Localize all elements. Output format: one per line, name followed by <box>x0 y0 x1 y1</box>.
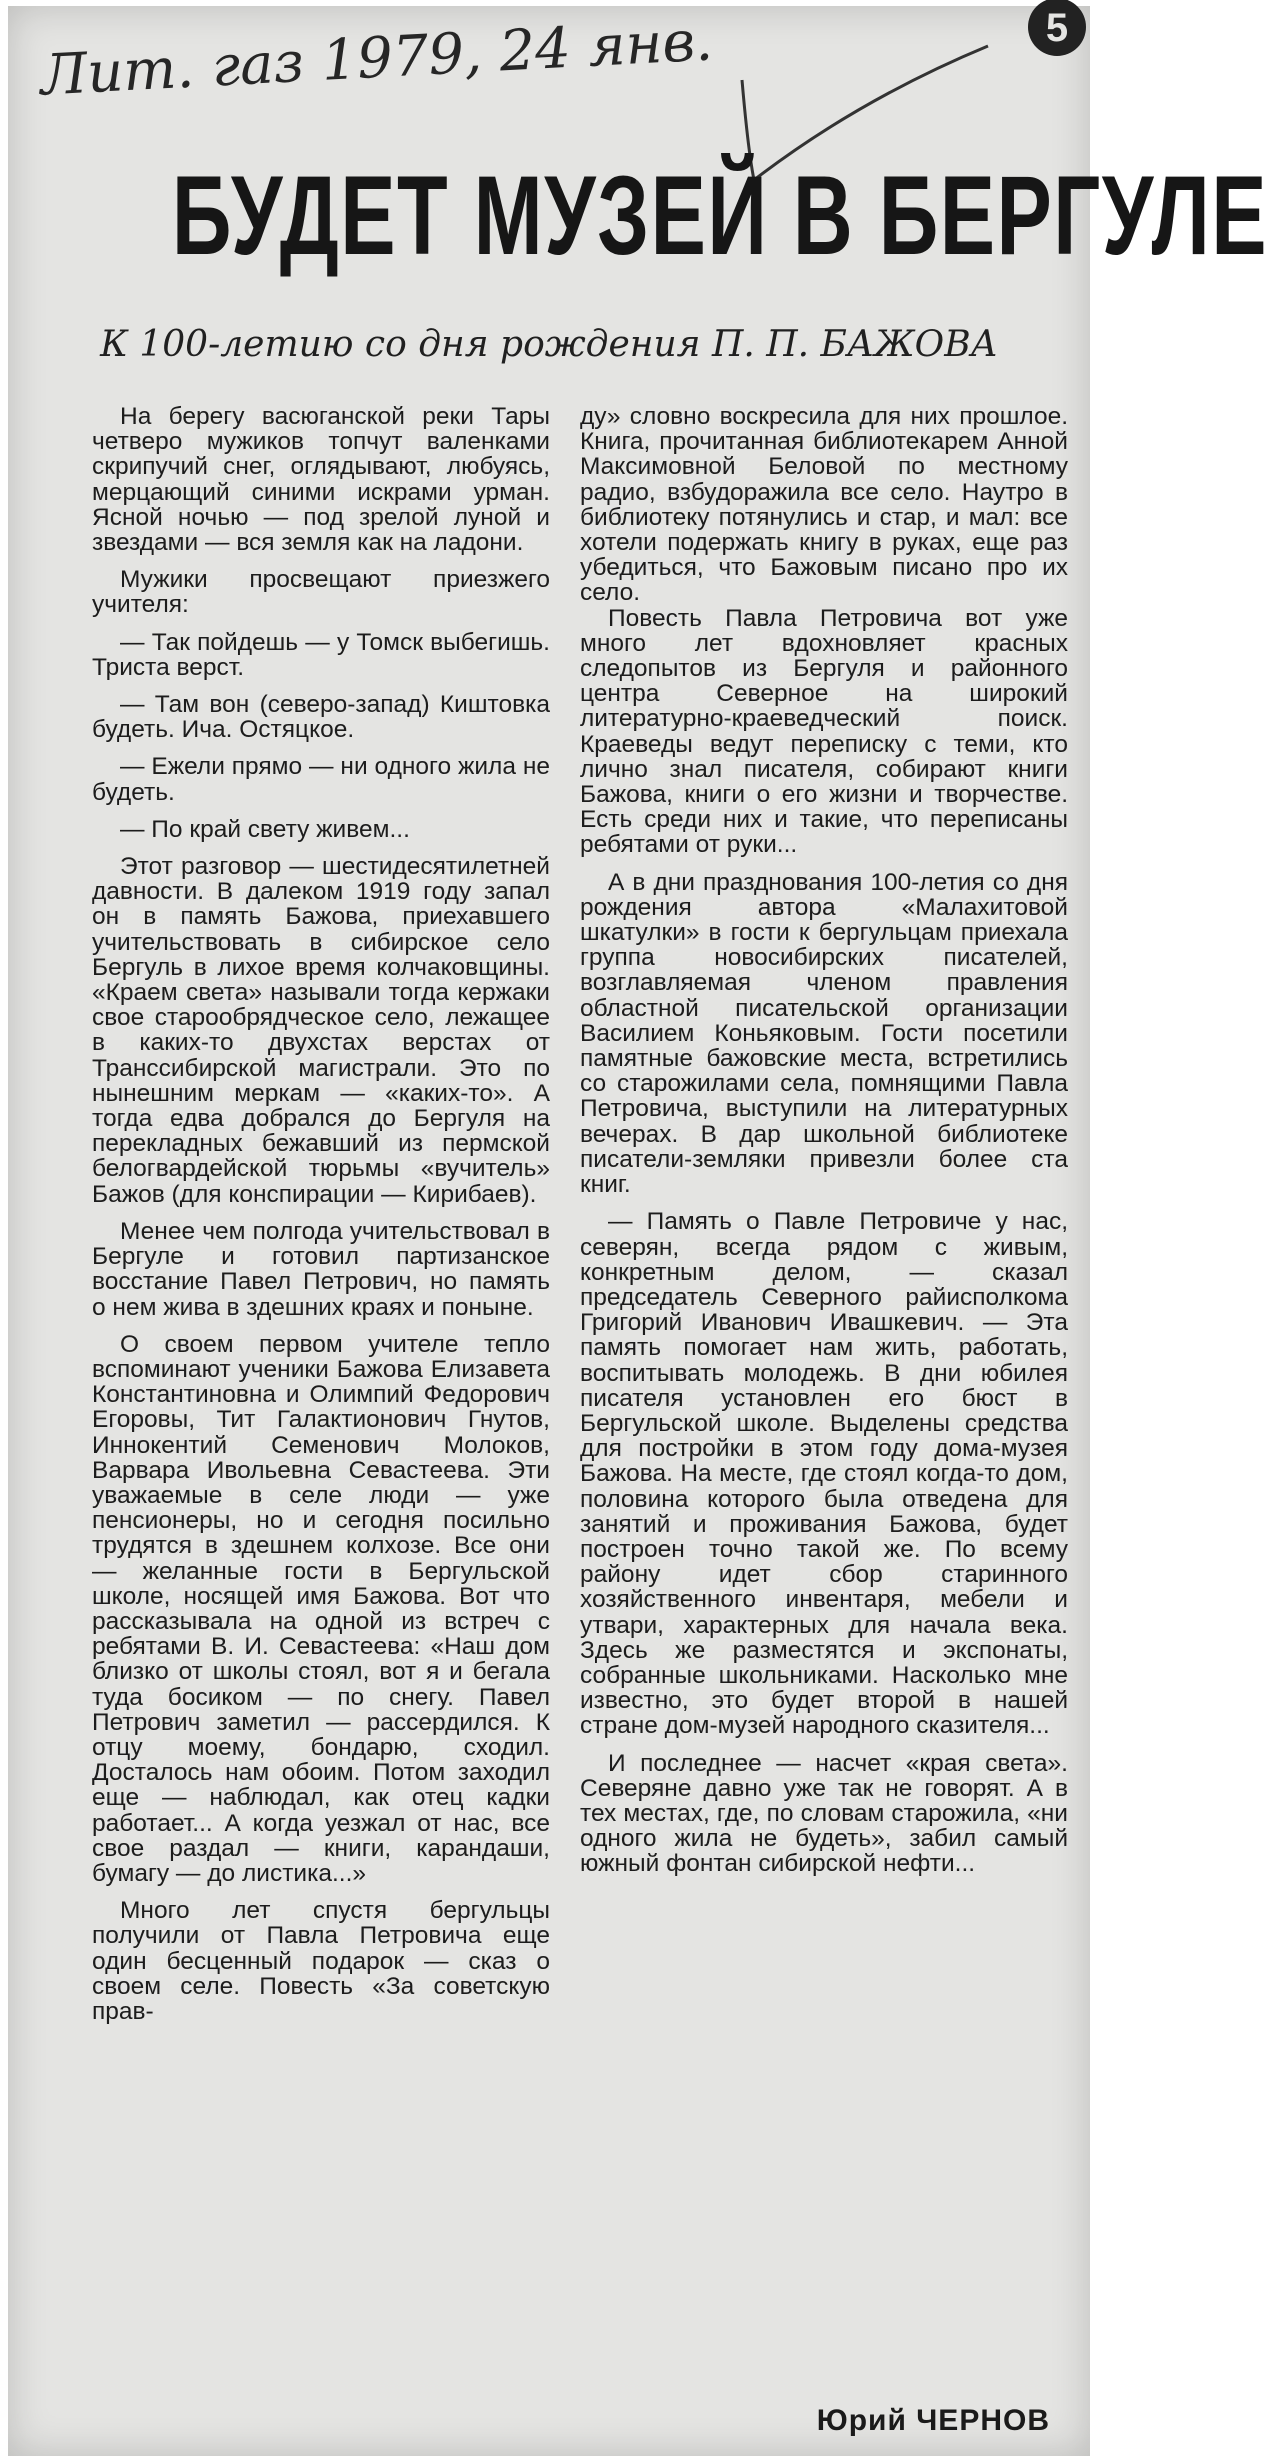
article-column-left <box>92 404 550 2024</box>
paragraph: ду» словно воскресила для них прошлое. Книга, прочитанная библиотекарем Анной Максимовной Беловой по местному радио, взбудоражила все село. Наутро в библиотеку потянулись и стар, и мал: все хотели подержать книгу в руках, еще раз убедиться, что Бажовым писано про их село. <box>580 403 1068 607</box>
paragraph: А в дни празднования 100-летия со дня рождения автора «Малахитовой шкатулки» в гости к бергульцам приехала группа новосибирских писателей, возглавляемая членом правления областной писательской организации Василием Коньяковым. Гости посетили памятные бажовские места, встретились со старожилами села, помнящими Павла Петровича, выступили на литературных вечерах. В дар школьной библиотеке писатели-земляки привезли более ста книг. <box>580 868 1068 1199</box>
newspaper-clipping <box>8 6 1268 2456</box>
article-column-right <box>580 404 1068 1877</box>
paragraph: Мужики просвещают приезжего учителя: <box>92 566 550 619</box>
paragraph: Этот разговор — шестидесятилетней давности. В далеком 1919 году запал он в память Бажова, приехавшего учительствовать в сибирское село Бергуль в лихое время колчаковщины. «Краем света» называли тогда кержаки свое старообрядческое село, лежащее в каких-то двухстах верстах от Транссибирской магистрали. Это по нынешним меркам — «каких-то». А тогда едва добрался до Бергуля на перекладных бежавший из пермской белогвардейской тюрьмы «вучитель» Бажов (для конспирации — Кирибаев). <box>92 853 550 1208</box>
paragraph: — Так пойдешь — у Томск выбегишь. Триста верст. <box>92 628 550 681</box>
paragraph: И последнее — насчет «края света». Северяне давно уже так не говорят. А в тех местах, где, по словам старожила, «ни одного жила не будеть», забил самый южный фонтан сибирской нефти... <box>580 1749 1068 1878</box>
paragraph: — Там вон (северо-запад) Киштовка будеть. Ича. Остяцкое. <box>92 691 550 744</box>
paragraph: — Память о Павле Петровиче у нас, северян, всегда рядом с живым, конкретным делом, — сказал председатель Северного райисполкома Григорий Иванович Ивашкевич. — Эта память помогает нам жить, работать, воспитывать молодежь. В дни юбилея писателя установлен его бюст в Бергульской школе. Выделены средства для постройки в этом году дома-музея Бажова. На месте, где стоял когда-то дом, половина которого была отведена для занятий и проживания Бажова, будет построен точно такой же. По всему району идет сбор старинного хозяйственного инвентаря, мебели и утвари, характерных для начала века. Здесь же разместятся и экспонаты, собранные школьниками. Насколько мне известно, это будет второй в нашей стране дом-музей народного сказителя... <box>580 1208 1068 1740</box>
author-byline: Юрий ЧЕРНОВ <box>816 2404 1050 2437</box>
handwritten-note: Лит. газ 1979, 24 янв. <box>38 8 715 109</box>
paragraph: Менее чем полгода учительствовал в Бергуле и готовил партизанское восстание Павел Петрович, но память о нем жива в здешних краях и поныне. <box>92 1217 550 1321</box>
page-number-badge: 5 <box>1028 0 1086 56</box>
paragraph: О своем первом учителе тепло вспоминают ученики Бажова Елизавета Константиновна и Олимпий Федорович Егоровы, Тит Галактионович Гнутов, Иннокентий Семенович Молоков, Варвара Ивольевна Севастеева. Эти уважаемые в селе люди — уже пенсионеры, но и сегодня посильно трудятся в здешнем колхозе. Все они — желанные гости в Бергульской школе, носящей имя Бажова. Вот что рассказывала на одной из встреч с ребятами В. И. Севастеева: «Наш дом близко от школы стоял, вот я и бегала туда босиком — по снегу. Павел Петрович заметил — рассердился. К отцу моему, бондарю, сходил. Досталось нам обоим. Потом заходил еще — наблюдал, как отец кадки работает... А когда уезжал от нас, все свое раздал — книги, карандаши, бумагу — до листика...» <box>92 1330 550 1887</box>
subtitle: К 100-летию со дня рождения П. П. БАЖОВА <box>100 324 998 365</box>
paragraph: Повесть Павла Петровича вот уже много лет вдохновляет красных следопытов из Бергуля и районного центра Северное на широкий литературно-краеведческий поиск. Краеведы ведут переписку с теми, кто лично знал писателя, собирают книги Бажова, книги о его жизни и творчестве. Есть среди них и такие, что переписаны ребятами от руки... <box>580 604 1068 859</box>
headline: БУДЕТ МУЗЕЙ В БЕРГУЛЕ <box>171 153 1268 278</box>
paragraph: — По край свету живем... <box>120 815 410 843</box>
paragraph: — Ежели прямо — ни одного жила не будеть. <box>92 753 550 806</box>
paragraph: На берегу васюганской реки Тары четверо мужиков топчут валенками скрипучий снег, оглядывают, любуясь, мерцающий синими искрами урман. Ясной ночью — под зрелой луной и звездами — вся земля как на ладони. <box>92 403 550 557</box>
paragraph: Много лет спустя бергульцы получили от Павла Петровича еще один бесценный подарок — сказ о своем селе. Повесть «За советскую прав- <box>92 1897 550 2025</box>
